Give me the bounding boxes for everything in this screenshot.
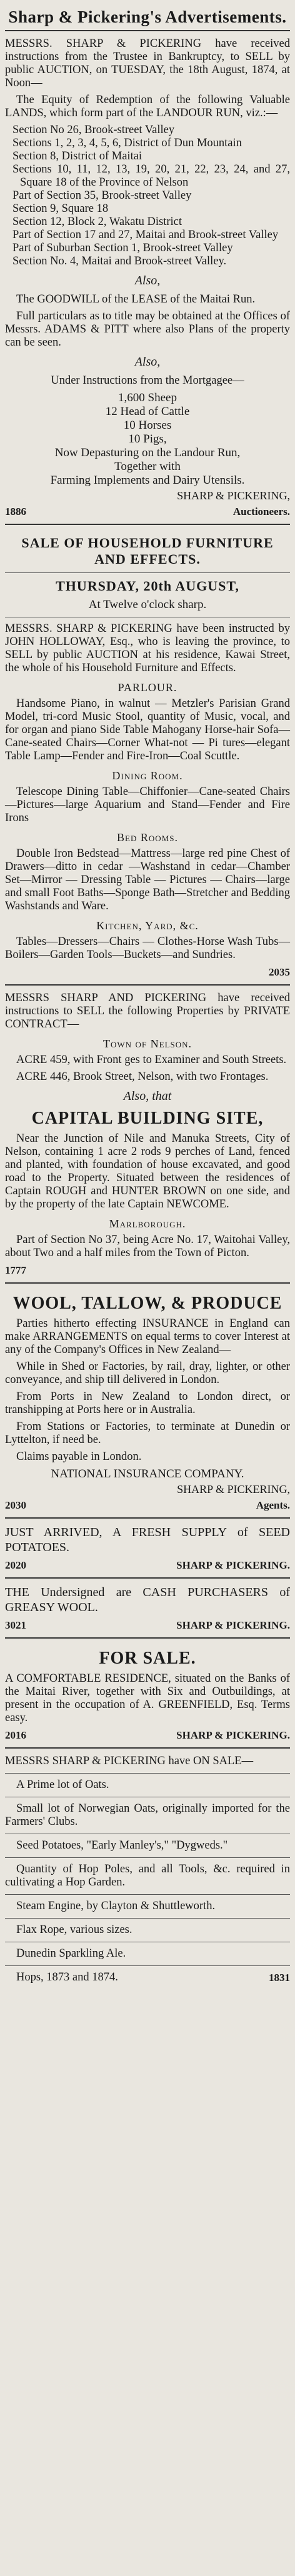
parlour-heading: PARLOUR. [118, 681, 178, 694]
ad-number: 1777 [5, 1264, 26, 1276]
ad-number: 1831 [269, 1972, 290, 1984]
ad1-footer [5, 505, 290, 519]
list-item: Section 9, Square 18 [12, 202, 109, 215]
ad1-role: Auctioneers. [232, 506, 290, 517]
landour-run-auction-ad [5, 30, 290, 524]
residence-for-sale-ad [5, 1637, 290, 1747]
ad-number: 2016 [5, 1729, 26, 1741]
also-label: Also, [134, 355, 161, 369]
marlborough-text: Part of Section No 37, being Acre No. 17, Waitohai Valley, about Two and a half miles from the Town of Picton. [5, 1234, 290, 1259]
list-item: A Prime lot of Oats. [16, 1779, 109, 1791]
ad1-intro: MESSRS. SHARP & PICKERING have received instructions from the Trustee in Bankruptcy, to SELL by public AUCTION, on TUESDAY, the 18th August, 1874, at Noon— [5, 37, 290, 89]
list-item: Sections 10, 11, 12, 13, 19, 20, 21, 22, 23, 24, and 27, Square 18 of the Province of Nelson [12, 163, 290, 189]
ad7-firm: SHARP & PICKERING. [176, 1729, 290, 1741]
ad7-title: FOR SALE. [99, 1649, 196, 1668]
capital-heading: CAPITAL BUILDING SITE, [31, 1109, 264, 1128]
ad-number: 1886 [5, 506, 26, 517]
bed-heading: Bed Rooms. [117, 831, 178, 844]
acre446-text: ACRE 446, Brook Street, Nelson, with two Frontages. [16, 1071, 269, 1083]
stock-item: 1,600 Sheep [118, 391, 177, 404]
ad6-footer [5, 1619, 290, 1632]
acre459-text: ACRE 459, with Front ges to Examiner and South Streets. [16, 1054, 287, 1066]
also-label: Also, that [123, 1089, 172, 1103]
ad-number: 2035 [269, 966, 290, 978]
ad5-firm: SHARP & PICKERING. [176, 1559, 290, 1571]
divider [5, 1965, 290, 1966]
page-title: Sharp & Pickering's Advertisements. [8, 7, 287, 26]
ad2-date: THURSDAY, 20th AUGUST, [56, 578, 239, 594]
divider [5, 572, 290, 573]
goodwill-text: The GOODWILL of the LEASE of the Maitai Run. [16, 293, 256, 306]
dining-heading: Dining Room. [112, 769, 183, 782]
ad6-text: THE Undersigned are CASH PURCHASERS of GREASY WOOL. [5, 1585, 290, 1614]
also-label: Also, [134, 274, 161, 287]
dining-text: Telescope Dining Table—Chiffonier—Cane-seated Chairs—Pictures—large Aquarium and Stand—Fender and Fire Irons [5, 786, 290, 824]
private-contract-ad [5, 984, 290, 1282]
ad2-time: At Twelve o'clock sharp. [88, 598, 207, 611]
divider [5, 1918, 290, 1919]
kitchen-heading: Kitchen, Yard, &c. [96, 919, 199, 932]
ad4-p4: From Stations or Factories, to terminate at Dunedin or Lyttelton, if need be. [5, 1420, 290, 1446]
ad3-footer [5, 1264, 290, 1277]
list-item: Section 8, District of Maitai [12, 150, 142, 162]
town-heading: Town of Nelson. [102, 1037, 192, 1050]
ad2-footer [5, 966, 290, 979]
depasturing-text: Now Depasturing on the Landour Run, [54, 446, 241, 459]
ad1-firm: SHARP & PICKERING, [177, 489, 290, 502]
ad8-footer [5, 1971, 290, 1985]
list-item: Section 12, Block 2, Wakatu District [12, 216, 182, 228]
ad2-intro: MESSRS. SHARP & PICKERING have been instructed by JOHN HOLLOWAY, Esq., who is leaving the province, to SELL by public AUCTION at his residence, Kawai Street, the whole of his Household Furniture and Effects. [5, 622, 290, 674]
list-item: Part of Suburban Section 1, Brook-street Valley [12, 242, 233, 254]
implements-text: Farming Implements and Dairy Utensils. [50, 474, 245, 487]
seed-potatoes-ad [5, 1517, 290, 1577]
ad-number: 3021 [5, 1619, 26, 1631]
divider [5, 1894, 290, 1895]
ad5-text: JUST ARRIVED, A FRESH SUPPLY of SEED POTATOES. [5, 1525, 290, 1554]
ad6-firm: SHARP & PICKERING. [176, 1619, 290, 1631]
ad4-footer [5, 1499, 290, 1512]
ad4-firm: SHARP & PICKERING, [177, 1483, 290, 1495]
list-item: Dunedin Sparkling Ale. [16, 1947, 126, 1960]
divider [5, 1773, 290, 1774]
divider [5, 1857, 290, 1858]
ad1-equity: The Equity of Redemption of the following Valuable LANDS, which form part of the LANDOUR RUN, viz.:— [5, 94, 290, 119]
ad1-sections-list [5, 124, 290, 268]
list-item: Seed Potatoes, "Early Manley's," "Dygweds." [16, 1839, 228, 1852]
particulars-text: Full particulars as to title may be obtained at the Offices of Messrs. ADAMS & PITT where also Plans of the property can be seen. [5, 310, 290, 349]
ad4-p2: While in Shed or Factories, by rail, dray, lighter, or other conveyance, and ship till delivered in London. [5, 1360, 290, 1386]
kitchen-text: Tables—Dressers—Chairs — Clothes-Horse Wash Tubs—Boilers—Garden Tools—Buckets—and Sundries. [5, 936, 290, 961]
list-item: Sections 1, 2, 3, 4, 5, 6, District of Dun Mountain [12, 137, 242, 149]
list-item: Flax Rope, various sizes. [16, 1924, 132, 1936]
list-item: Section No 26, Brook-street Valley [12, 124, 175, 136]
ad-number: 2020 [5, 1559, 26, 1571]
ad3-intro: MESSRS SHARP AND PICKERING have received instructions to SELL the following Properties by PRIVATE CONTRACT— [5, 992, 290, 1031]
ad4-title: WOOL, TALLOW, & PRODUCE [12, 1294, 282, 1313]
advertisement-column [5, 5, 290, 1990]
list-item: Section No. 4, Maitai and Brook-street Valley. [12, 255, 227, 267]
capital-text: Near the Junction of Nile and Manuka Streets, City of Nelson, containing 1 acre 2 rods 9 perches of Land, fenced and planted, with foundation of house excavated, and good road to the Property. Situated between the residences of Captain ROUGH and HUNTER BROWN on one side, and by the property of the late Captain NEWCOME. [5, 1132, 290, 1211]
ad4-p5: Claims payable in London. [16, 1450, 142, 1463]
list-item: Steam Engine, by Clayton & Shuttleworth. [16, 1900, 216, 1912]
mortgagee-text: Under Instructions from the Mortgagee— [51, 374, 244, 387]
list-item: Small lot of Norwegian Oats, originally imported for the Farmers' Clubs. [5, 1802, 290, 1828]
list-item: Part of Section 17 and 27, Maitai and Brook-street Valley [12, 229, 279, 241]
ad-number: 2030 [5, 1499, 26, 1511]
ad7-text: A COMFORTABLE RESIDENCE, situated on the Banks of the Maitai River, together with Six and Outbuildings, at present in the occupation of A. GREENFIELD, Esq. Terms easy. [5, 1672, 290, 1724]
ad4-role: Agents. [256, 1499, 290, 1511]
ad4-p3: From Ports in New Zealand to London direct, or transhipping at Ports here or in Australia. [5, 1390, 290, 1416]
ad2-title: SALE OF HOUSEHOLD FURNITURE AND EFFECTS. [21, 535, 274, 567]
on-sale-ad [5, 1747, 290, 1990]
ad8-intro: MESSRS SHARP & PICKERING have ON SALE— [5, 1755, 254, 1767]
list-item: Part of Section 35, Brook-street Valley [12, 189, 192, 202]
stock-item: 10 Pigs, [128, 432, 167, 446]
ad5-footer [5, 1559, 290, 1572]
stock-item: 12 Head of Cattle [105, 405, 190, 418]
parlour-text: Handsome Piano, in walnut — Metzler's Parisian Grand Model, tri-cord Music Stool, quantity of Music, vocal, and for organ and piano Side Table Mahogany Horse-hair Sofa—Cane-seated Chairs—Corner What-not — Pi tures—elegant Table Lamp—Fender and Fire-Iron—Coal Scuttle. [5, 697, 290, 762]
furniture-sale-ad [5, 524, 290, 984]
greasy-wool-ad [5, 1577, 290, 1637]
together-text: Together with [114, 460, 181, 473]
marlborough-heading: Marlborough. [109, 1217, 186, 1230]
wool-insurance-ad [5, 1282, 290, 1517]
bed-text: Double Iron Bedstead—Mattress—large red pine Chest of Drawers—ditto in cedar —Washstand in cedar—Chamber Set—Mirror — Dressing Table — Pictures — Chairs—large and small Foot Baths—Sponge Bath—Stretcher and Bedding Washstands and Ware. [5, 847, 290, 912]
company-name: NATIONAL INSURANCE COMPANY. [51, 1467, 244, 1480]
list-item: Quantity of Hop Poles, and all Tools, &c. required in cultivating a Hop Garden. [5, 1863, 290, 1889]
ad4-p1: Parties hitherto effecting INSURANCE in England can make ARRANGEMENTS on equal terms to cover Interest at any of the Company's Offices in New Zealand— [5, 1317, 290, 1356]
ad7-footer [5, 1729, 290, 1742]
list-item: Hops, 1873 and 1874. [16, 1971, 118, 1984]
stock-item: 10 Horses [123, 419, 172, 432]
